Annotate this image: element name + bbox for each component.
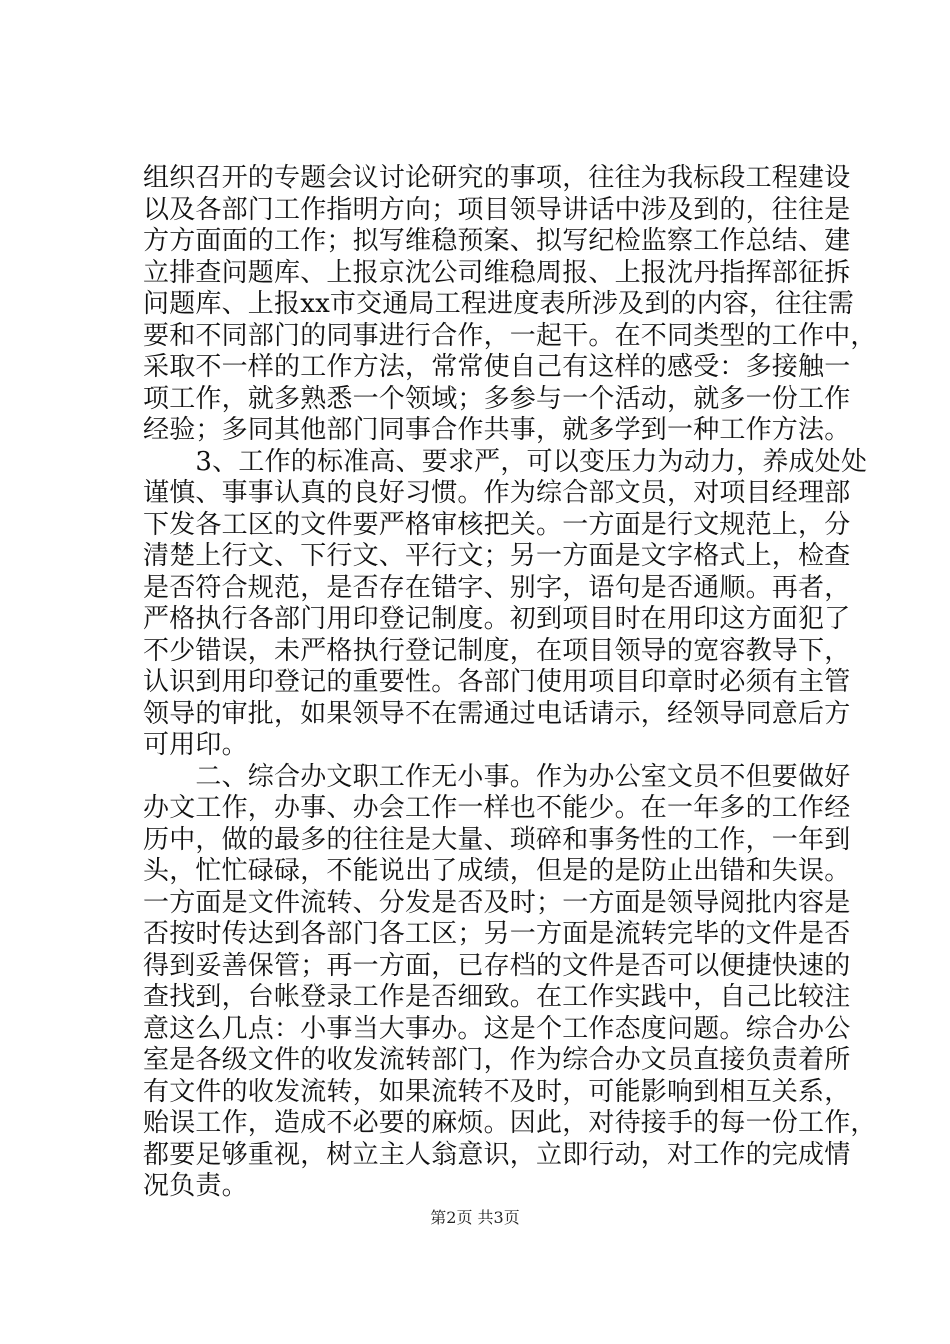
text-line: 得到妥善保管；再一方面，已存档的文件是否可以便捷快速的 xyxy=(143,950,851,981)
text-line: 二、综合办文职工作无小事。作为办公室文员不但要做好 xyxy=(143,761,851,792)
text-line: 谨慎、事事认真的良好习惯。作为综合部文员，对项目经理部 xyxy=(143,478,851,508)
text-line: 立排查问题库、上报京沈公司维稳周报、上报沈丹指挥部征拆 xyxy=(143,257,851,288)
text-line: 意这么几点：小事当大事办。这是个工作态度问题。综合办公 xyxy=(143,1013,851,1044)
text-line: 都要足够重视，树立主人翁意识，立即行动，对工作的完成情 xyxy=(143,1139,851,1170)
text-line: 室是各级文件的收发流转部门，作为综合办文员直接负责着所 xyxy=(143,1045,851,1075)
text-line: 项工作，就多熟悉一个领域；多参与一个活动，就多一份工作 xyxy=(143,383,851,414)
text-line: 头，忙忙碌碌，不能说出了成绩，但是的是防止出错和失误。 xyxy=(143,856,851,886)
text-line: 组织召开的专题会议讨论研究的事项，往往为我标段工程建设 xyxy=(143,163,851,193)
body-text xyxy=(143,163,877,1203)
text-line: 况负责。 xyxy=(143,1171,248,1201)
text-line: 可用印。 xyxy=(143,730,248,760)
text-line: 历中，做的最多的往往是大量、琐碎和事务性的工作，一年到 xyxy=(143,824,851,855)
text-line: 否按时传达到各部门各工区；另一方面是流转完毕的文件是否 xyxy=(143,919,851,949)
text-line: 严格执行各部门用印登记制度。初到项目时在用印这方面犯了 xyxy=(143,604,851,634)
text-line: 方方面面的工作；拟写维稳预案、拟写纪检监察工作总结、建 xyxy=(143,226,851,256)
text-line: 贻误工作，造成不必要的麻烦。因此，对待接手的每一份工作， xyxy=(143,1108,877,1138)
text-line: 一方面是文件流转、分发是否及时；一方面是领导阅批内容是 xyxy=(143,887,851,918)
text-line: 认识到用印登记的重要性。各部门使用项目印章时必须有主管 xyxy=(143,667,851,697)
text-line: 要和不同部门的同事进行合作，一起干。在不同类型的工作中， xyxy=(143,320,877,351)
text-line: 问题库、上报xx市交通局工程进度表所涉及到的内容，往往需 xyxy=(143,289,854,319)
text-line: 办文工作，办事、办会工作一样也不能少。在一年多的工作经 xyxy=(143,793,851,823)
text-line: 3、工作的标准高、要求严，可以变压力为动力，养成处处 xyxy=(143,446,868,477)
text-line: 采取不一样的工作方法，常常使自己有这样的感受：多接触一 xyxy=(143,352,851,382)
text-line: 以及各部门工作指明方向；项目领导讲话中涉及到的，往往是 xyxy=(143,194,851,225)
page-footer: 第2页 共3页 xyxy=(430,1208,520,1227)
text-line: 清楚上行文、下行文、平行文；另一方面是文字格式上，检查 xyxy=(143,541,851,571)
text-line: 有文件的收发流转，如果流转不及时，可能影响到相互关系， xyxy=(143,1076,851,1107)
text-line: 经验；多同其他部门同事合作共事，就多学到一种工作方法。 xyxy=(143,415,851,445)
text-line: 查找到，台帐登录工作是否细致。在工作实践中，自己比较注 xyxy=(143,982,851,1012)
text-line: 是否符合规范，是否存在错字、别字，语句是否通顺。再者， xyxy=(143,572,851,603)
text-line: 领导的审批，如果领导不在需通过电话请示，经领导同意后方 xyxy=(143,698,851,729)
text-line: 下发各工区的文件要严格审核把关。一方面是行文规范上，分 xyxy=(143,509,851,540)
text-line: 不少错误，未严格执行登记制度，在项目领导的宽容教导下， xyxy=(143,635,851,666)
